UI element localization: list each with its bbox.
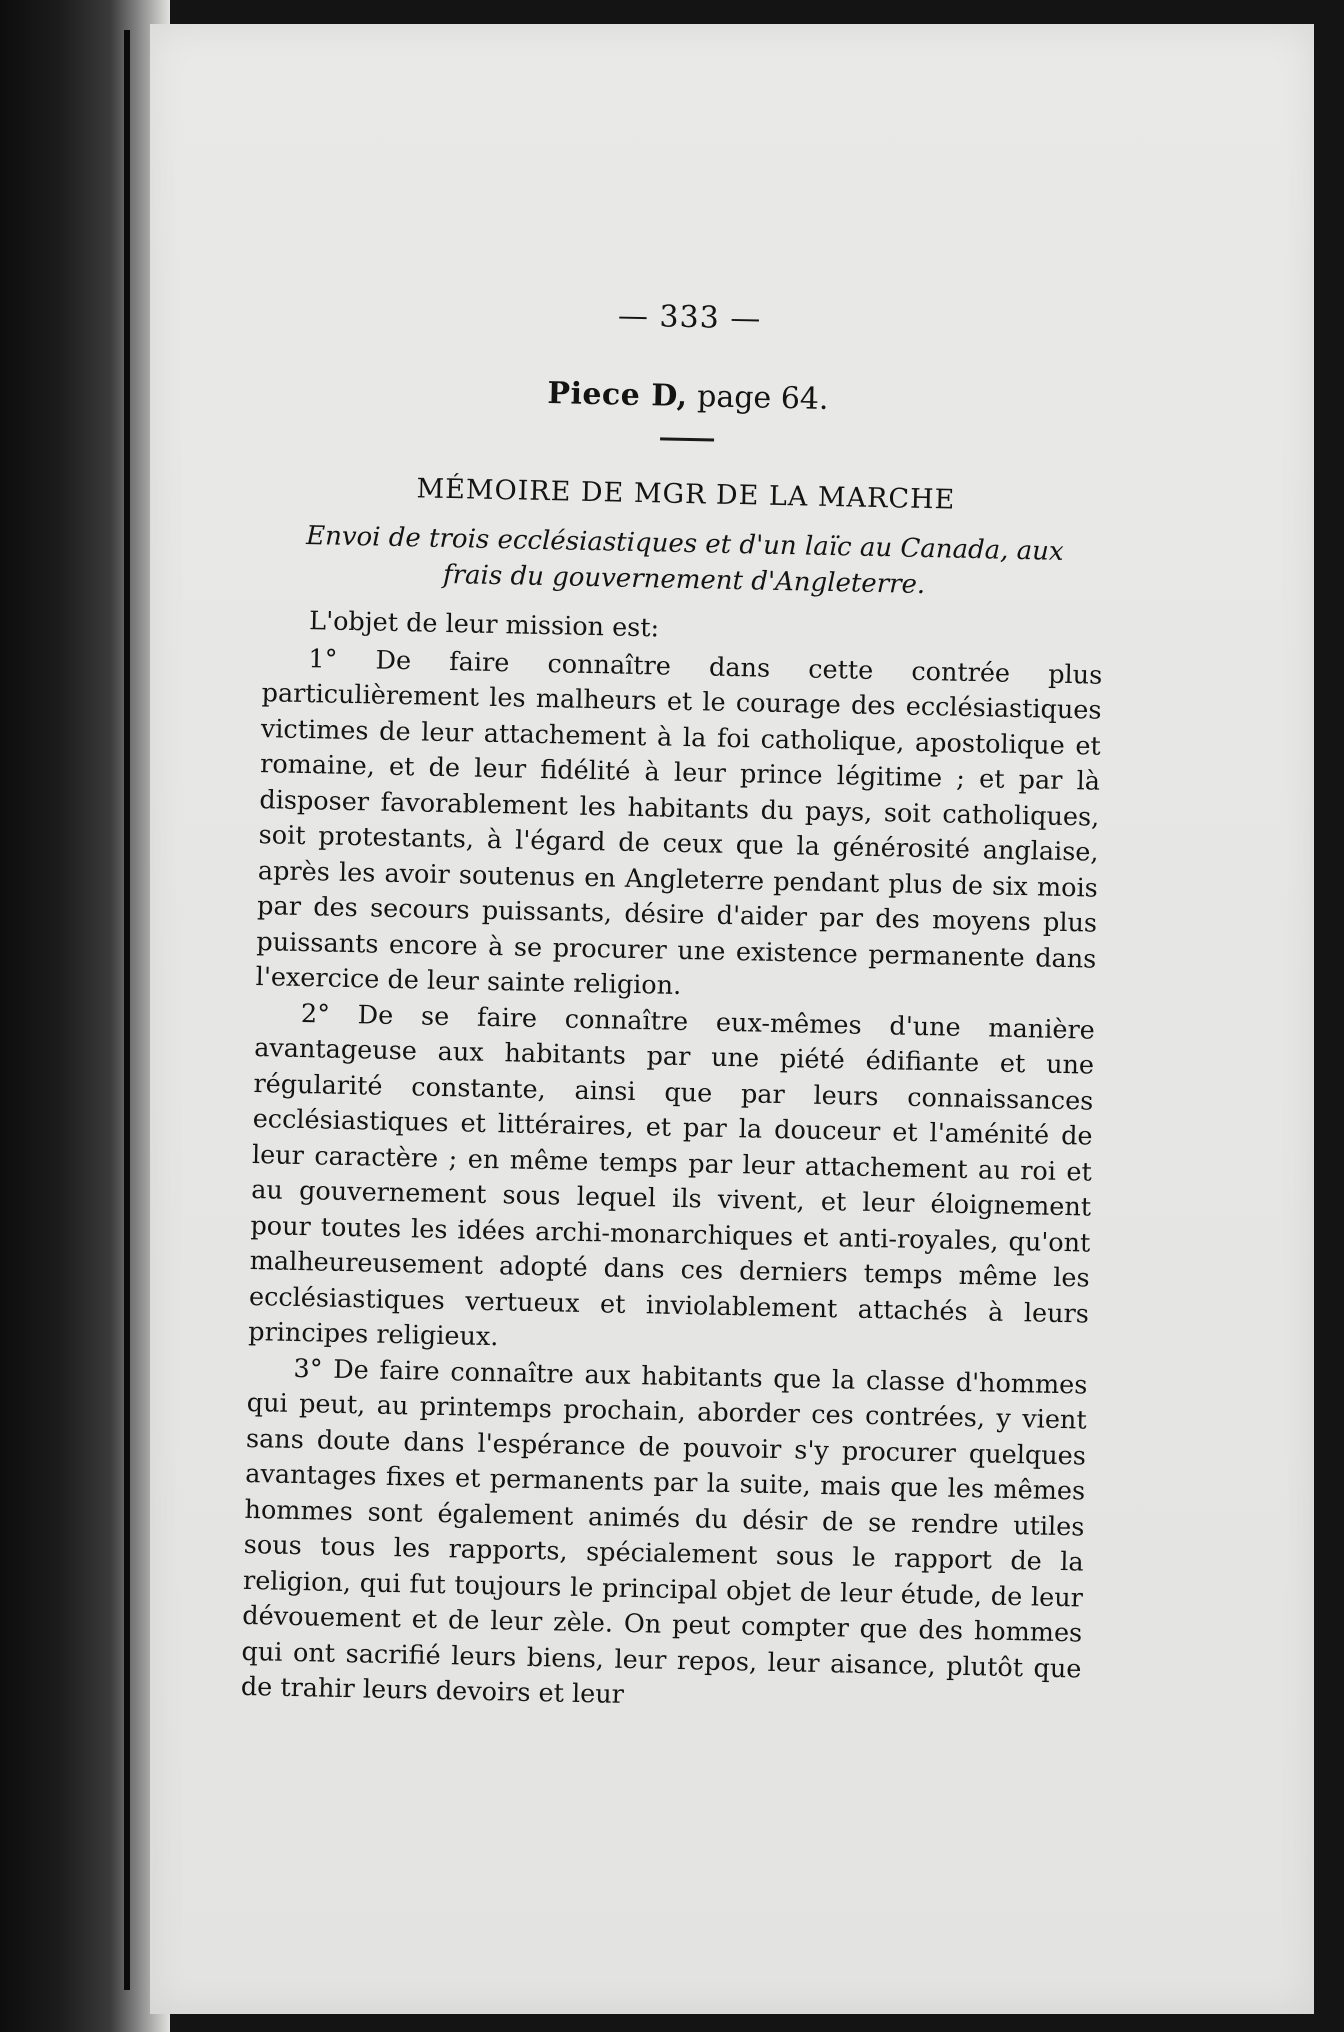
memoir-title: MÉMOIRE DE MGR DE LA MARCHE xyxy=(416,473,956,516)
page-content xyxy=(240,291,1109,1723)
piece-header xyxy=(268,370,1109,423)
body-text xyxy=(240,603,1103,1723)
separator-rule xyxy=(660,437,714,441)
piece-page-ref: page 64. xyxy=(696,379,829,417)
piece-label: Piece D, xyxy=(547,376,689,414)
memoir-subtitle: Envoi de trois ecclésiastiques et d'un laïc au Canada, aux frais du gouvernement d'Angleterre. xyxy=(305,521,1064,600)
intro-line: L'objet de leur mission est: xyxy=(308,606,660,644)
gutter-line xyxy=(124,30,130,1990)
paragraph-3: 3° De faire connaître aux habitants que la classe d'hommes qui peut, au printemps prochain, aborder ces contrées, y vient sans doute dans l'espérance de pouvoir s'y procurer quelques avantages fixes et permanents par la suite, mais que les mêmes hommes sont également animés du désir de se rendre utiles sous tous les rapports, spécialement sous le rapport de la religion, qui fut toujours le principal objet de leur étude, de leur dévouement et de leur zèle. On peut compter que des hommes qui ont sacrifié leurs biens, leur repos, leur aisance, plutôt que de trahir leurs devoirs et leur xyxy=(240,1353,1088,1710)
book-spine xyxy=(0,0,170,2032)
page-number: — 333 — xyxy=(617,298,762,337)
paragraph-2: 2° De se faire connaître eux-mêmes d'une manière avantageuse aux habitants par une piété édifiante et une régularité constante, ainsi que par leurs connaissances ecclésiastiques et littéraires, et par la douceur et l'aménité de leur caractère ; en même temps par leur attachement au roi et au gouvernement sous lequel ils vivent, et leur éloignement pour toutes les idées archi-monarchiques et anti-royales, qu'ont malheureusement adopté dans ces derniers temps même les ecclésiastiques vertueux et inviolablement attachés à leurs principes religieux. xyxy=(247,998,1096,1353)
paragraph-1: 1° De faire connaître dans cette contrée plus particulièrement les malheurs et le courage des ecclésiastiques victimes de leur attachement à la foi catholique, apostolique et romaine, et de leur fidélité à leur prince légitime ; et par là disposer favorablement les habitants du pays, soit catholiques, soit protestants, à l'égard de ceux que la générosité anglaise, après les avoir soutenus en Angleterre pendant plus de six mois par des secours puissants, désire d'aider par des moyens plus puissants encore à se procurer une existence permanente dans l'exercice de leur sainte religion. xyxy=(255,643,1103,1001)
